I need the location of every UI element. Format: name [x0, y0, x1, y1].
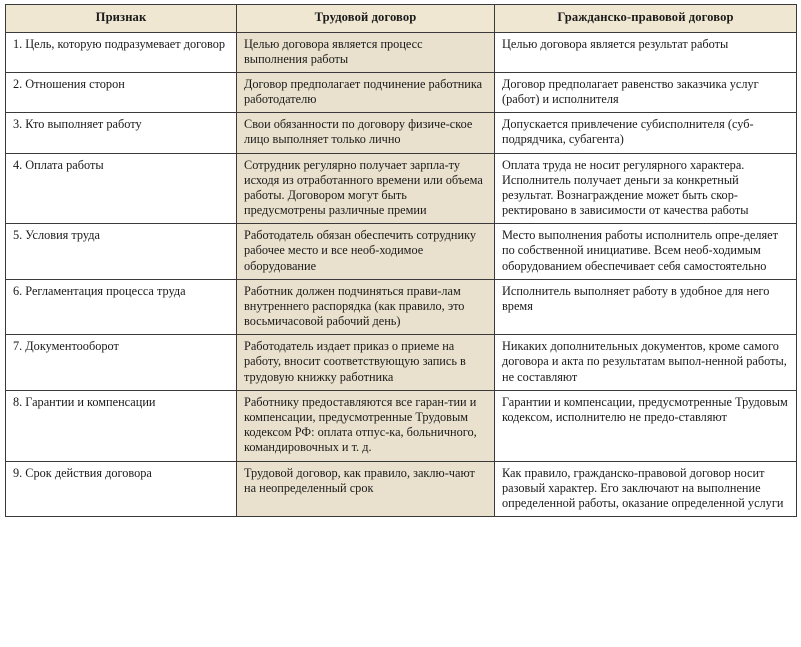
- cell-civil: [495, 224, 797, 280]
- cell-labor: [237, 224, 495, 280]
- table-row: [6, 390, 797, 461]
- column-header-feature: Признак: [6, 5, 237, 33]
- cell-feature: [6, 279, 237, 335]
- cell-text: 2. Отношения сторон: [13, 76, 125, 91]
- cell-feature: [6, 153, 237, 224]
- cell-text: Оплата труда не носит регулярного характера. Исполнитель получает деньги за конкретный результат. Вознаграждение может быть скор-ректировано в зависимости от качества работы: [502, 157, 749, 218]
- cell-feature: [6, 390, 237, 461]
- cell-text: Договор предполагает подчинение работника работодателю: [244, 76, 486, 107]
- cell-text: Работодатель издает приказ о приеме на работу, вносит соответствующую запись в трудовую книжку работника: [244, 339, 469, 384]
- cell-labor: [237, 113, 495, 153]
- cell-text: 4. Оплата работы: [13, 157, 104, 172]
- cell-text: Допускается привлечение субисполнителя (суб-подрядчика, субагента): [502, 117, 754, 147]
- cell-feature: [6, 224, 237, 280]
- cell-feature: [6, 335, 237, 391]
- cell-civil: [495, 153, 797, 224]
- column-header-labor-contract: Трудовой договор: [237, 5, 495, 33]
- cell-civil: [495, 461, 797, 517]
- table-row: [6, 72, 797, 112]
- table-row: [6, 113, 797, 153]
- cell-civil: [495, 335, 797, 391]
- table-row: [6, 153, 797, 224]
- cell-feature: [6, 72, 237, 112]
- table-row: [6, 461, 797, 517]
- cell-text: Работодатель обязан обеспечить сотруднику рабочее место и все необ-ходимое оборудование: [244, 228, 480, 273]
- cell-text: 8. Гарантии и компенсации: [13, 394, 156, 409]
- cell-civil: [495, 113, 797, 153]
- cell-text: Никаких дополнительных документов, кроме самого договора и акта по результатам выпол-ненной работы, не составляют: [502, 339, 790, 384]
- cell-text: 9. Срок действия договора: [13, 465, 152, 480]
- comparison-table: [5, 4, 797, 517]
- table-row: [6, 224, 797, 280]
- cell-civil: [495, 72, 797, 112]
- cell-text: Как правило, гражданско-правовой договор носит разовый характер. Его заключают на выполнение определенной работы, оказание определенной услуги: [502, 465, 784, 510]
- table-header-row: [6, 5, 797, 33]
- cell-text: Исполнитель выполняет работу в удобное для него время: [502, 283, 773, 313]
- table-row: [6, 32, 797, 72]
- cell-text: 1. Цель, которую подразумевает договор: [13, 36, 226, 51]
- cell-labor: [237, 72, 495, 112]
- cell-feature: [6, 113, 237, 153]
- cell-text: Целью договора является результат работы: [502, 36, 729, 51]
- cell-labor: [237, 32, 495, 72]
- cell-text: Гарантии и компенсации, предусмотренные Трудовым кодексом, исполнителю не предо-ставляют: [502, 394, 791, 424]
- cell-text: Работнику предоставляются все гаран-тии и компенсации, предусмотренные Трудовым кодексом РФ: оплата отпус-ка, больничного, командировочных и т. д.: [244, 394, 480, 455]
- table-row: [6, 335, 797, 391]
- cell-text: 3. Кто выполняет работу: [13, 117, 142, 132]
- cell-text: 5. Условия труда: [13, 228, 100, 243]
- cell-text: 7. Документооборот: [13, 339, 119, 354]
- cell-civil: [495, 32, 797, 72]
- cell-text: Работник должен подчиняться прави-лам внутреннего распорядка (как правило, это восьмичасовой рабочий день): [244, 283, 468, 329]
- cell-labor: [237, 153, 495, 224]
- cell-text: Сотрудник регулярно получает зарпла-ту исходя из отработанного времени или объема работы. Договором могут быть предусмотрены различные премии: [244, 157, 486, 218]
- cell-text: Свои обязанности по договору физиче-ское лицо выполняет только лично: [244, 117, 476, 147]
- cell-text: Место выполнения работы исполнитель опре-деляет по собственной инициативе. Всем необ-ходимым оборудованием обеспечивает себя самостоятельно: [502, 228, 782, 273]
- cell-text: Договор предполагает равенство заказчика услуг (работ) и исполнителя: [502, 76, 762, 107]
- cell-civil: [495, 390, 797, 461]
- column-header-civil-contract: Гражданско-правовой договор: [495, 5, 797, 33]
- cell-text: Целью договора является процесс выполнения работы: [244, 36, 426, 66]
- cell-civil: [495, 279, 797, 335]
- cell-text: Трудовой договор, как правило, заклю-чают на неопределенный срок: [244, 465, 478, 495]
- table-row: [6, 279, 797, 335]
- cell-text: 6. Регламентация процесса труда: [13, 283, 186, 298]
- cell-labor: [237, 461, 495, 517]
- cell-labor: [237, 335, 495, 391]
- cell-feature: [6, 461, 237, 517]
- cell-labor: [237, 279, 495, 335]
- cell-labor: [237, 390, 495, 461]
- cell-feature: [6, 32, 237, 72]
